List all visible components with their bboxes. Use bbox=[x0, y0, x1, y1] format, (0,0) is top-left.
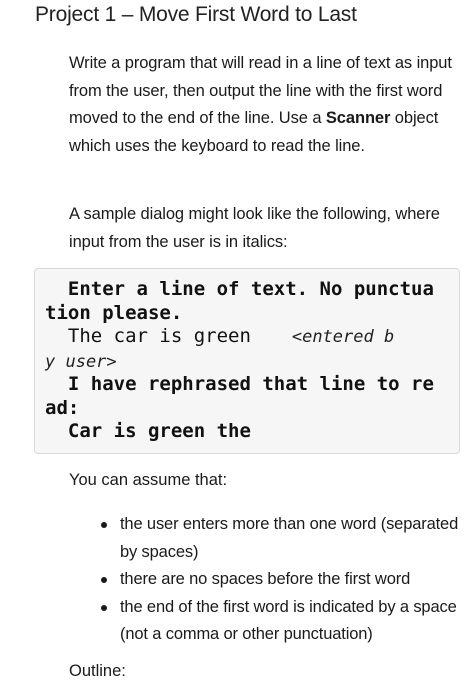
dialog-prompt-line-1: Enter a line of text. No punctua bbox=[45, 278, 434, 300]
list-item: the end of the first word is indicated by a space (not a comma or other punctuation) bbox=[101, 594, 466, 649]
bullet-icon bbox=[101, 577, 107, 583]
dialog-response-line-2: ad: bbox=[45, 396, 80, 419]
intro-paragraph bbox=[69, 50, 465, 160]
dialog-prompt-line-2: tion please. bbox=[45, 301, 183, 324]
sample-intro-paragraph: A sample dialog might look like the following, where input from the user is in italics: bbox=[69, 205, 440, 251]
assumptions-list bbox=[101, 511, 466, 649]
dialog-user-input: The car is green bbox=[45, 325, 251, 347]
outline-label: Outline: bbox=[69, 662, 126, 680]
dialog-user-input-line bbox=[45, 325, 394, 350]
assume-label: You can assume that: bbox=[69, 471, 228, 489]
list-item: there are no spaces before the first word bbox=[101, 566, 466, 594]
scanner-keyword: Scanner bbox=[325, 109, 391, 127]
dialog-response-line-1: I have rephrased that line to re bbox=[45, 373, 434, 395]
dialog-input-note: <entered b bbox=[250, 327, 395, 347]
sample-dialog-box bbox=[34, 268, 460, 454]
bullet-icon bbox=[101, 605, 107, 611]
list-item: the user enters more than one word (separated by spaces) bbox=[101, 511, 466, 566]
intro-text-2: object which uses the keyboard to read the line. bbox=[69, 109, 439, 155]
dialog-input-note-continued: y user> bbox=[45, 352, 117, 372]
dialog-output-line: Car is green the bbox=[45, 420, 251, 442]
page-title: Project 1 – Move First Word to Last bbox=[35, 3, 357, 26]
intro-text-1: Write a program that will read in a line of text as input from the user, then output the line with the first word moved to the end of the line. Use a bbox=[69, 54, 452, 127]
bullet-icon bbox=[101, 522, 107, 528]
